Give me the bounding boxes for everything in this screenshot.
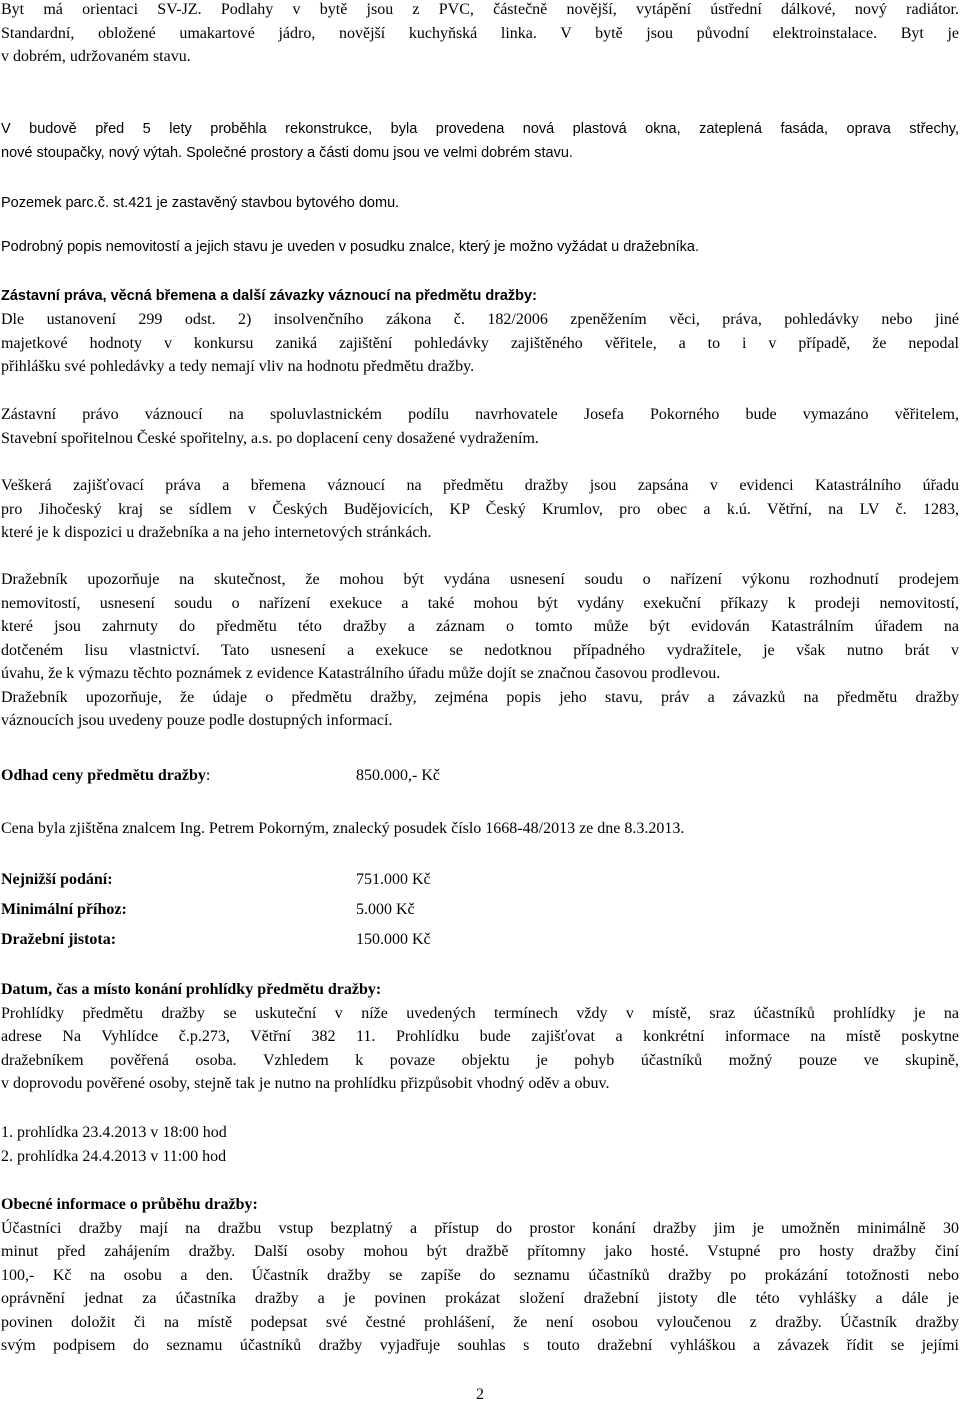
apartment-description xyxy=(1,0,959,69)
text-line: v doprovodu pověřené osoby, stejně tak je nutno na prohlídku přizpůsobit vhodný oděv a obuv. xyxy=(1,1075,610,1092)
valuation-label-text: Odhad ceny předmětu dražby xyxy=(1,767,206,784)
text-line: Dražebník upozorňuje na skutečnost, že mohou být vydána usnesení soudu o nařízení výkonu rozhodnutí prodejem xyxy=(1,571,959,588)
liens-text xyxy=(1,308,959,379)
text-line: pro Jihočeský kraj se sídlem v Českých Budějovicích, KP Český Krumlov, pro obec a k.ú. Větřní, na LV č. 1283, xyxy=(1,500,959,518)
valuation-colon: : xyxy=(205,767,211,784)
section-heading: Datum, čas a místo konání prohlídky předmětu dražby: xyxy=(1,981,382,998)
text-line: nové stoupačky, nový výtah. Společné prostory a části domu jsou ve velmi dobrém stavu. xyxy=(1,144,573,161)
text-line: přihlášku své pohledávky a tedy nemají vliv na hodnotu předmětu dražby. xyxy=(1,358,475,375)
text-line: úvahu, že k výmazu těchto poznámek z evidence Katastrálního úřadu může dojít se značnou časovou prodlevou. xyxy=(1,665,721,682)
auctioneer-notice xyxy=(1,568,959,733)
text-line: V budově před 5 lety proběhla rekonstrukce, byla provedena nová plastová okna, zateplená fasáda, oprava střechy, xyxy=(1,121,959,137)
text-line: povinen doložit či na místě podepsat své čestné prohlášení, že není osobou vyloučenou z dražby. Účastník dražby xyxy=(1,1313,959,1331)
text-line: Prohlídky předmětu dražby se uskuteční v níže uvedených termínech vždy v místě, sraz účastníků prohlídky je na xyxy=(1,1004,959,1022)
text-line: které je k dispozici u dražebníka a na jeho internetových stránkách. xyxy=(1,524,432,541)
text-line: dotčeném lisu vlastnictví. Tato usnesení a exekuce se nedotknou případného vydražitele, je však nutno brát v xyxy=(1,641,959,659)
min-increment-value: 5.000 Kč xyxy=(356,901,415,918)
general-info-section xyxy=(1,1193,959,1358)
text-line: nemovitostí, usnesení soudu o nařízení exekuce a také mohou být vydány exekuční příkazy k prodeji nemovitostí, xyxy=(1,594,959,612)
text-line: Veškerá zajišťovací práva a břemena váznoucí na předmětu dražby jsou zapsána v evidenci Katastrálního úřadu xyxy=(1,477,959,494)
text-line: v dobrém, udržovaném stavu. xyxy=(1,48,191,65)
liens-heading xyxy=(1,285,959,309)
valuation-note xyxy=(1,817,959,841)
text-line: Stavební spořitelnou České spořitelny, a.s. po doplacení ceny dosažené vydražením. xyxy=(1,429,539,447)
valuation-label xyxy=(1,765,210,787)
min-increment-label: Minimální příhoz: xyxy=(1,901,127,918)
text-line: dražebníkem pověřená osoba. Vzhledem k povaze objektu je pohyb účastníků možný pouze ve skupině, xyxy=(1,1051,959,1069)
text-line: Zástavní právo váznoucí na spoluvlastnickém podílu navrhovatele Josefa Pokorného bude vymazáno věřitelem, xyxy=(1,406,959,423)
deposit-label: Dražební jistota: xyxy=(1,931,117,948)
section-heading: Zástavní práva, věcná břemena a další závazky váznoucí na předmětu dražby: xyxy=(1,288,537,304)
text-line: svým podpisem do seznamu účastníků dražby vyjadřuje souhlas s touto dražební vyhláškou a závazek řídit se jejími xyxy=(1,1337,959,1354)
text-line: které jsou zahrnuty do předmětu této dražby a záznam o tomto může být evidován Katastrálním úřadem na xyxy=(1,618,959,635)
text-line: Podrobný popis nemovitostí a jejich stavu je uveden v posudku znalce, který je možno vyžádat u dražebníka. xyxy=(1,239,700,255)
text-line: Dle ustanovení 299 odst. 2) insolvenčního zákona č. 182/2006 zpeněžením věci, práva, pohledávky nebo jiné xyxy=(1,311,959,328)
lien-removal-note xyxy=(1,403,959,450)
text-line: váznoucích jsou uvedeny pouze podle dostupných informací. xyxy=(1,712,393,729)
lowest-bid-value: 751.000 Kč xyxy=(356,871,431,888)
viewing-section xyxy=(1,978,959,1096)
valuation-value: 850.000,- Kč xyxy=(356,767,440,784)
building-description xyxy=(1,118,959,165)
text-line: Dražebník upozorňuje, že údaje o předmětu dražby, zejména popis jeho stavu, práv a závazků na předmětu dražby xyxy=(1,688,959,706)
text-line: minut před zahájením dražby. Další osoby mohou být dražbě přítomny jako hosté. Vstupné pro hosty dražby činí xyxy=(1,1243,959,1260)
text-line: Pozemek parc.č. st.421 je zastavěný stavbou bytového domu. xyxy=(1,195,400,211)
section-heading: Obecné informace o průběhu dražby: xyxy=(1,1196,258,1213)
detail-note xyxy=(1,236,959,260)
text-line: 100,- Kč na osobu a den. Účastník dražby se zapíše do seznamu účastníků dražby po prokázání totožnosti nebo xyxy=(1,1266,959,1284)
text-line: Účastníci dražby mají na dražbu vstup bezplatný a přístup do prostor konání dražby jim je umožněn minimálně 30 xyxy=(1,1219,959,1237)
lowest-bid-label: Nejnižší podání: xyxy=(1,871,113,888)
text-line: Cena byla zjištěna znalcem Ing. Petrem Pokorným, znalecký posudek číslo 1668-48/2013 ze dne 8.3.2013. xyxy=(1,820,685,837)
text-line: Standardní, obložené umakartové jádro, novější kuchyňská linka. V bytě jsou původní elektroinstalace. Byt je xyxy=(1,24,959,42)
viewing-date-2: 2. prohlídka 24.4.2013 v 11:00 hod xyxy=(1,1147,227,1165)
text-line: majetkové hodnoty v konkursu zaniká zajištění pohledávky zajištěného věřitele, a to i v případě, že nepodal xyxy=(1,334,959,352)
land-description xyxy=(1,192,959,216)
viewing-date-1: 1. prohlídka 23.4.2013 v 18:00 hod xyxy=(1,1124,227,1141)
text-line: adrese Na Vyhlídce č.p.273, Větřní 382 11. Prohlídku bude zajišťovat a konkrétní informace na místě poskytne xyxy=(1,1028,959,1045)
text-line: Byt má orientaci SV-JZ. Podlahy v bytě jsou z PVC, částečně novější, vytápění ústřední dálkové, nový radiátor. xyxy=(1,1,959,18)
text-line: oprávnění jednat za účastníka dražby a je povinen prokázat složení dražební jistoty dle této vyhlášky a dále je xyxy=(1,1290,959,1307)
deposit-value: 150.000 Kč xyxy=(356,931,431,948)
page-number: 2 xyxy=(476,1386,484,1403)
viewing-dates xyxy=(1,1121,959,1168)
cadastre-note xyxy=(1,474,959,545)
